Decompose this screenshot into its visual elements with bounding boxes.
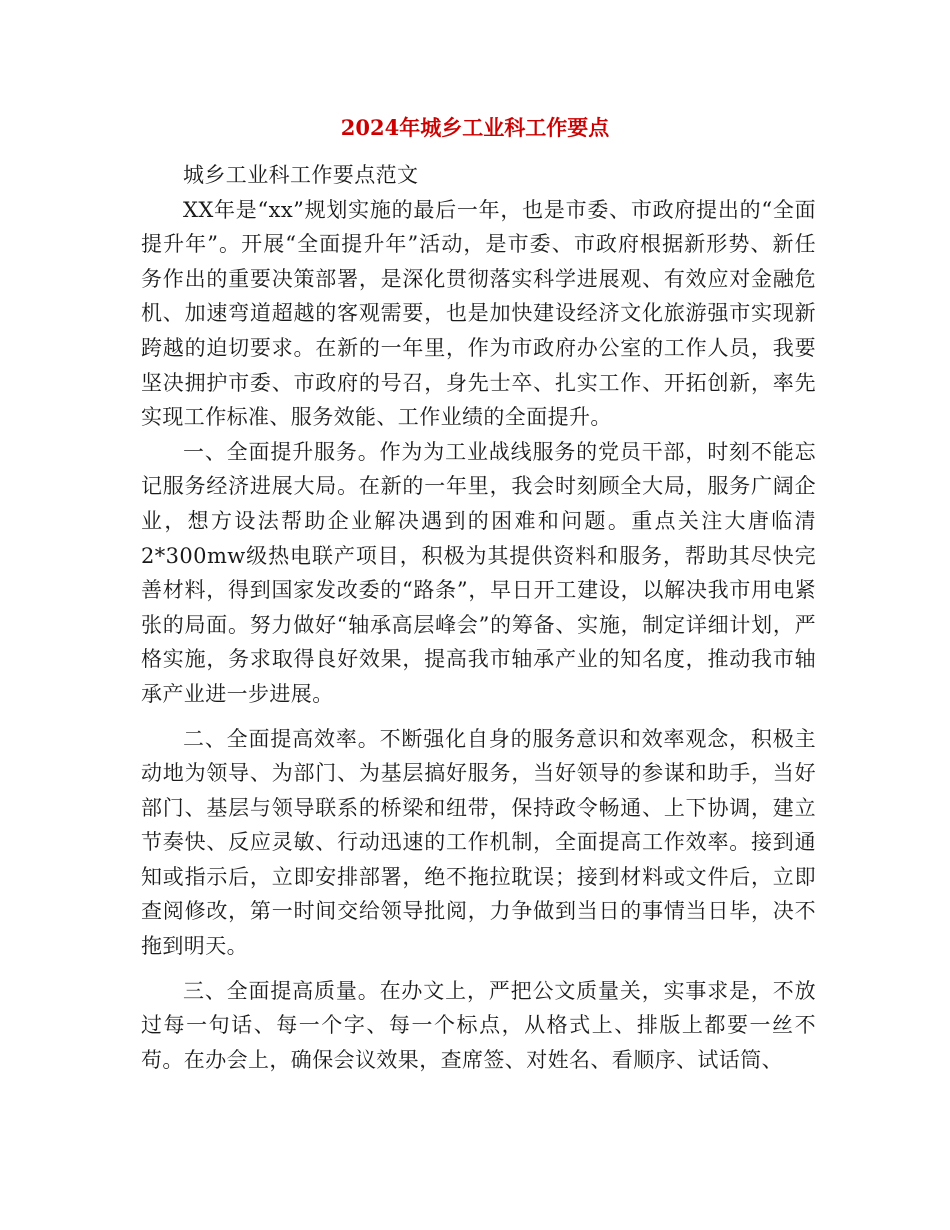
paragraph-section-2: 二、全面提高效率。不断强化自身的服务意识和效率观念，积极主动地为领导、为部门、为基层搞好服务，当好领导的参谋和助手，当好部门、基层与领导联系的桥梁和纽带，保持政令畅通、上下协调，建立节奏快、反应灵敏、行动迅速的工作机制，全面提高工作效率。接到通知或指示后，立即安排部署，绝不拖拉耽误；接到材料或文件后，立即查阅修改，第一时间交给领导批阅，力争做到当日的事情当日毕，决不拖到明天。 (141, 726, 816, 959)
paragraph-subtitle: 城乡工业科工作要点范文 (183, 163, 419, 187)
document-body (141, 158, 816, 1077)
paragraph-intro: XX年是“xx”规划实施的最后一年，也是市委、市政府提出的“全面提升年”。开展“全面提升年”活动，是市委、市政府根据新形势、新任务作出的重要决策部署，是深化贯彻落实科学进展观、有效应对金融危机、加速弯道超越的客观需要，也是加快建设经济文化旅游强市实现新跨越的迫切要求。在新的一年里，作为市政府办公室的工作人员，我要坚决拥护市委、市政府的号召，身先士卒、扎实工作、开拓创新，率先实现工作标准、服务效能、工作业绩的全面提升。 (141, 197, 816, 430)
paragraph-section-1: 一、全面提升服务。作为为工业战线服务的党员干部，时刻不能忘记服务经济进展大局。在新的一年里，我会时刻顾全大局，服务广阔企业，想方设法帮助企业解决遇到的困难和问题。重点关注大唐临清2*300mw级热电联产项目，积极为其提供资料和服务，帮助其尽快完善材料，得到国家发改委的“路条”，早日开工建设，以解决我市用电紧张的局面。努力做好“轴承高层峰会”的筹备、实施，制定详细计划，严格实施，务求取得良好效果，提高我市轴承产业的知名度，推动我市轴承产业进一步进展。 (141, 439, 816, 706)
paragraph-section-3: 三、全面提高质量。在办文上，严把公文质量关，实事求是，不放过每一句话、每一个字、每一个标点，从格式上、排版上都要一丝不苟。在办会上，确保会议效果，查席签、对姓名、看顺序、试话筒、 (141, 978, 816, 1072)
document-title: 2024年城乡工业科工作要点 (340, 115, 610, 140)
